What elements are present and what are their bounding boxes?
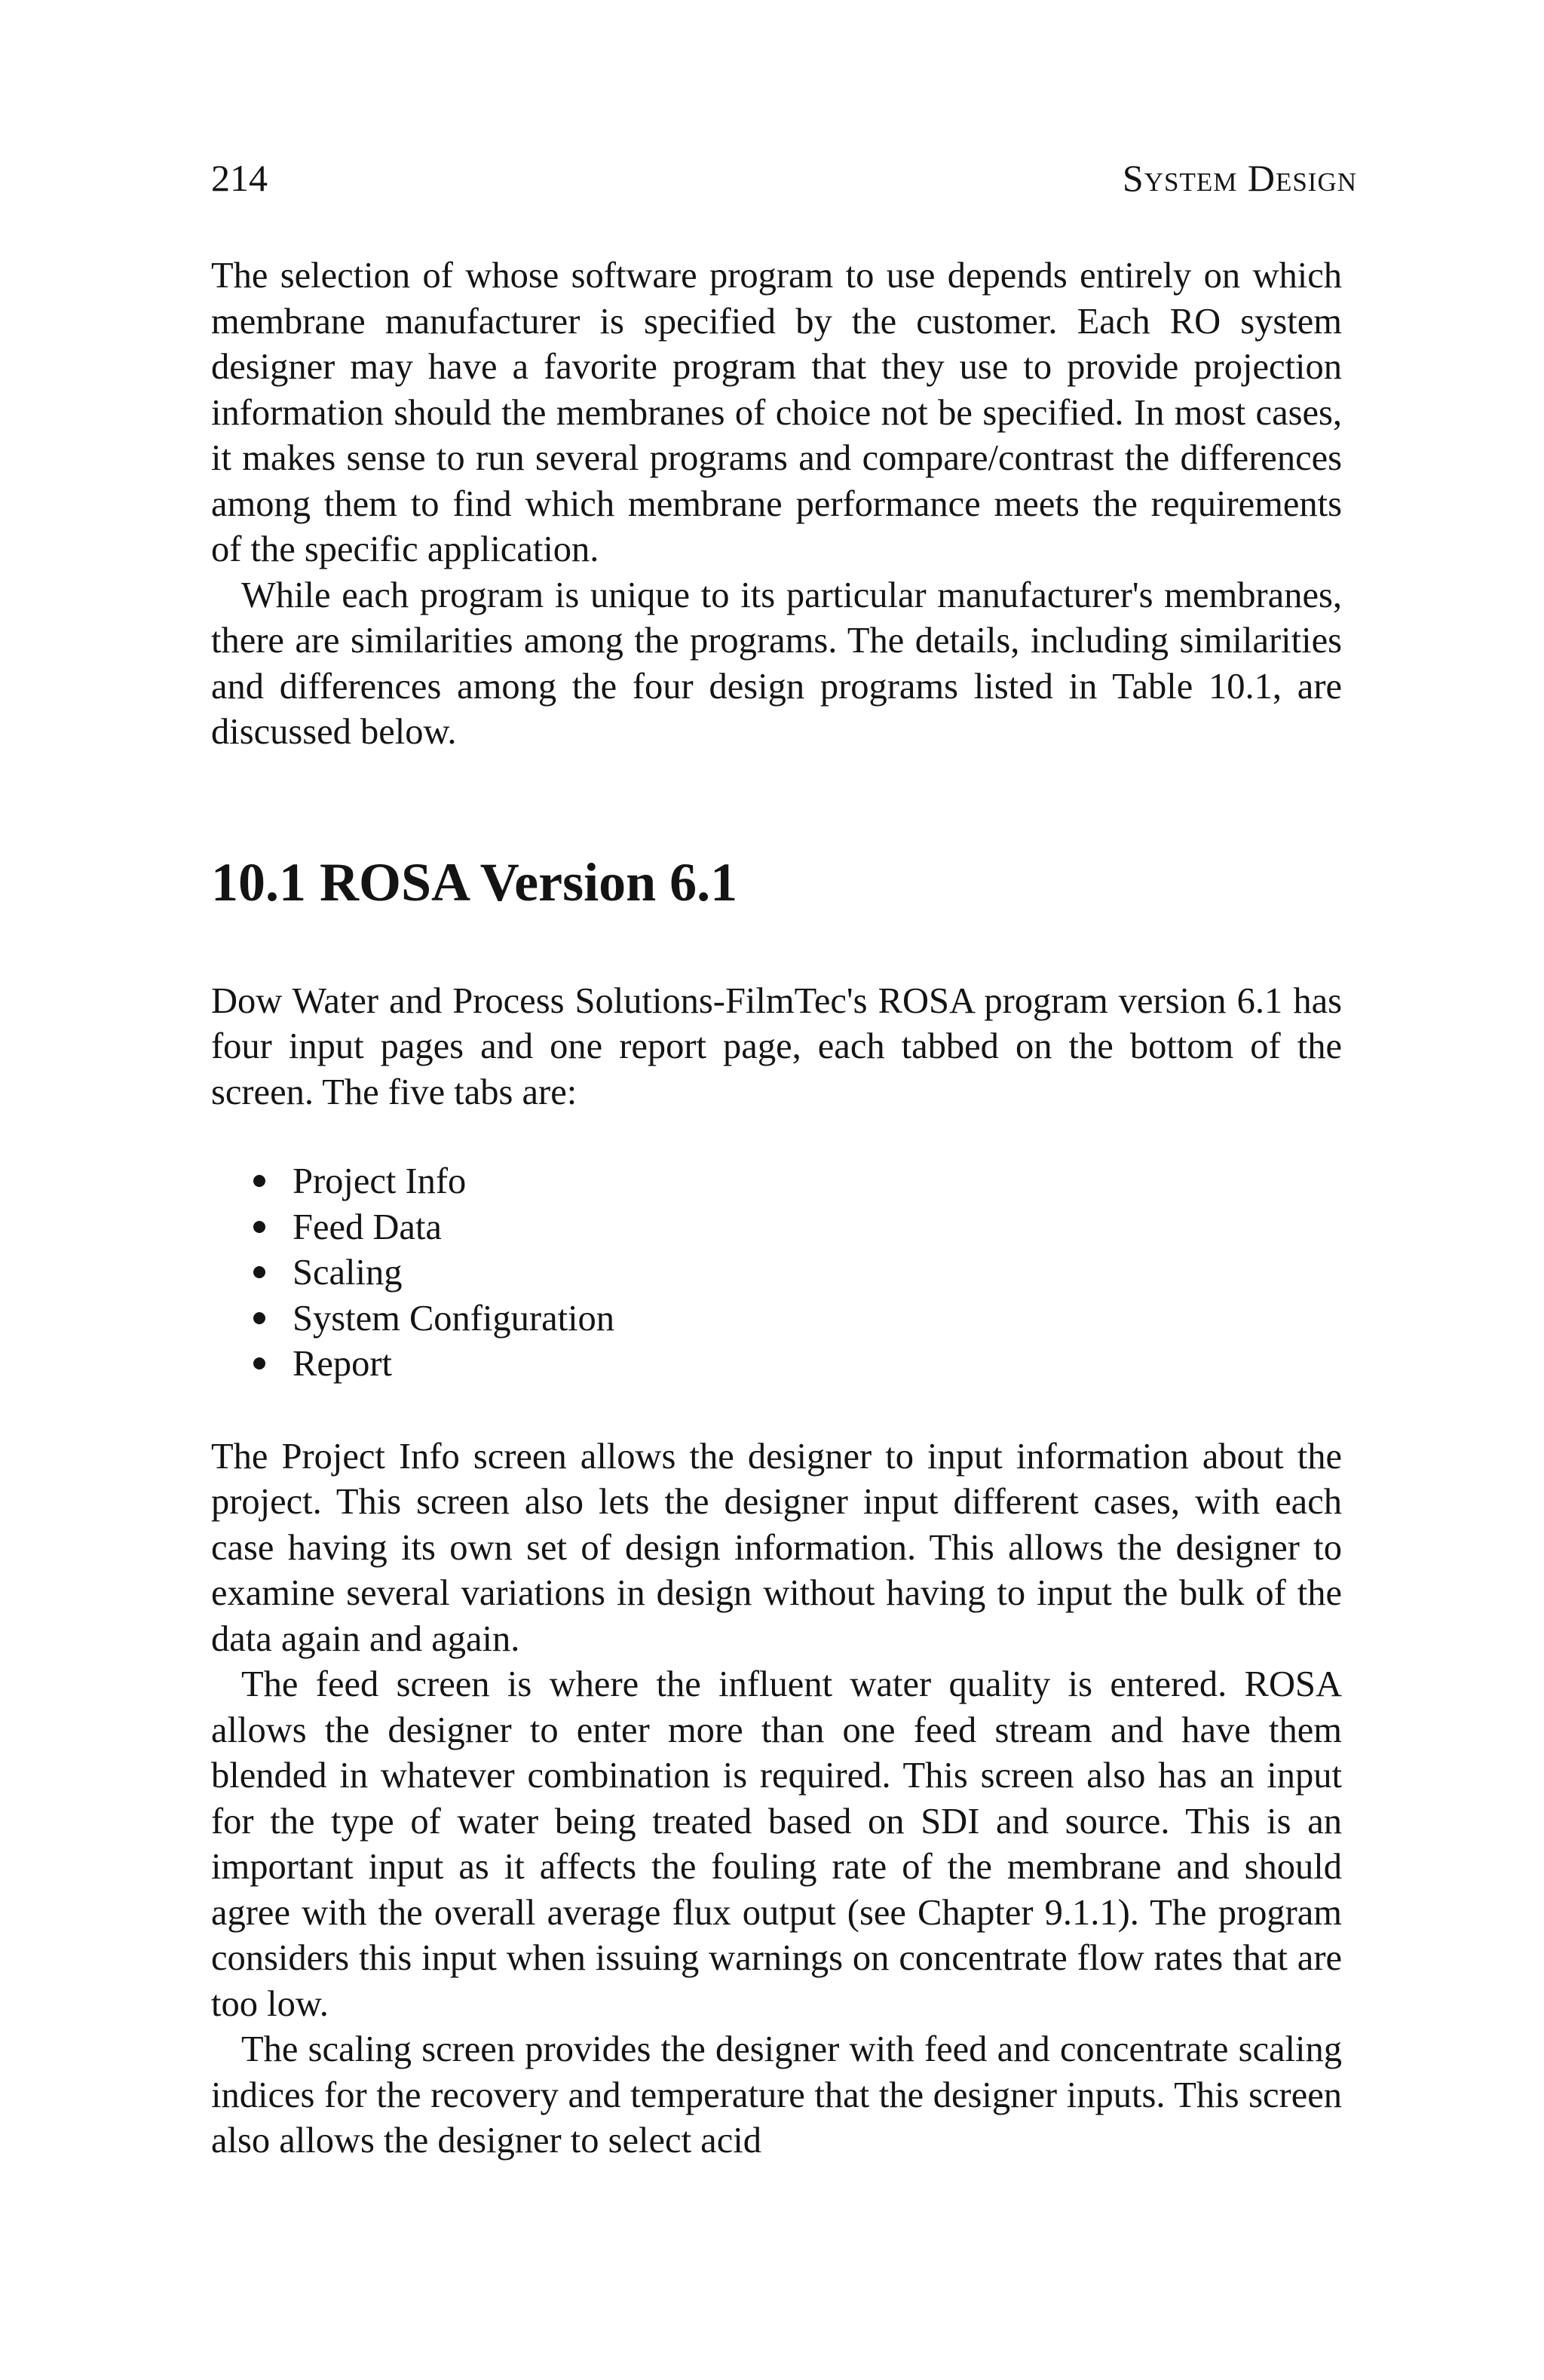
list-item bbox=[253, 1205, 1342, 1251]
section-heading bbox=[211, 851, 1342, 914]
bullet-icon bbox=[253, 1221, 265, 1233]
section-lead-paragraph: Dow Water and Process Solutions-FilmTec's ROSA program version 6.1 has four input pages and one report page, each tabbed on the bottom of the screen. The five tabs are: bbox=[211, 980, 1342, 1112]
list-item bbox=[253, 1342, 1342, 1388]
list-item-label: Project Info bbox=[293, 1161, 467, 1201]
bullet-icon bbox=[253, 1357, 265, 1369]
list-item bbox=[253, 1296, 1342, 1342]
running-head bbox=[211, 155, 1357, 208]
list-item-label: Report bbox=[293, 1344, 393, 1384]
bullet-icon bbox=[253, 1175, 265, 1187]
tab-list bbox=[253, 1159, 1342, 1388]
list-item bbox=[253, 1159, 1342, 1205]
feed-screen-paragraph: The feed screen is where the influent water quality is entered. ROSA allows the designer to enter more than one feed stream and have them blended in whatever combination is required. This screen also has an input for the type of water being treated based on SDI and source. This is an important input as it affects the fouling rate of the membrane and should agree with the overall average flux output (see Chapter 9.1.1). The program considers this input when issuing warnings on concentrate flow rates that are too low. bbox=[211, 1664, 1342, 2024]
list-item bbox=[253, 1250, 1342, 1296]
intro-paragraph-2: While each program is unique to its particular manufacturer's membranes, there are similarities among the programs. The details, including similarities and differences among the four design programs listed in Table 10.1, are discussed below. bbox=[211, 575, 1342, 752]
list-item-label: Feed Data bbox=[293, 1207, 442, 1247]
list-item-label: System Configuration bbox=[293, 1298, 615, 1339]
section-number: 10.1 bbox=[211, 851, 306, 912]
intro-paragraph-1: The selection of whose software program to use depends entirely on which membrane manufacturer is specified by the customer. Each RO system designer may have a favorite program that they use to provide projection information should the membranes of choice not be specified. In most cases, it makes sense to run several programs and compare/contrast the differences among them to find which membrane performance meets the requirements of the specific application. bbox=[211, 256, 1342, 569]
scaling-screen-paragraph: The scaling screen provides the designer with feed and concentrate scaling indices for the recovery and temperature that the designer inputs. This screen also allows the designer to select acid bbox=[211, 2029, 1342, 2161]
project-info-paragraph: The Project Info screen allows the designer to input information about the project. This screen also lets the designer input different cases, with each case having its own set of design information. This allows the designer to examine several variations in design without having to input the bulk of the data again and again. bbox=[211, 1436, 1342, 1659]
bullet-icon bbox=[253, 1312, 265, 1324]
page-number: 214 bbox=[211, 157, 268, 199]
bullet-icon bbox=[253, 1266, 265, 1278]
section-title: ROSA Version 6.1 bbox=[320, 851, 738, 912]
list-item-label: Scaling bbox=[293, 1253, 403, 1293]
running-title: System Design bbox=[1122, 157, 1357, 199]
body-text bbox=[211, 253, 1342, 2164]
